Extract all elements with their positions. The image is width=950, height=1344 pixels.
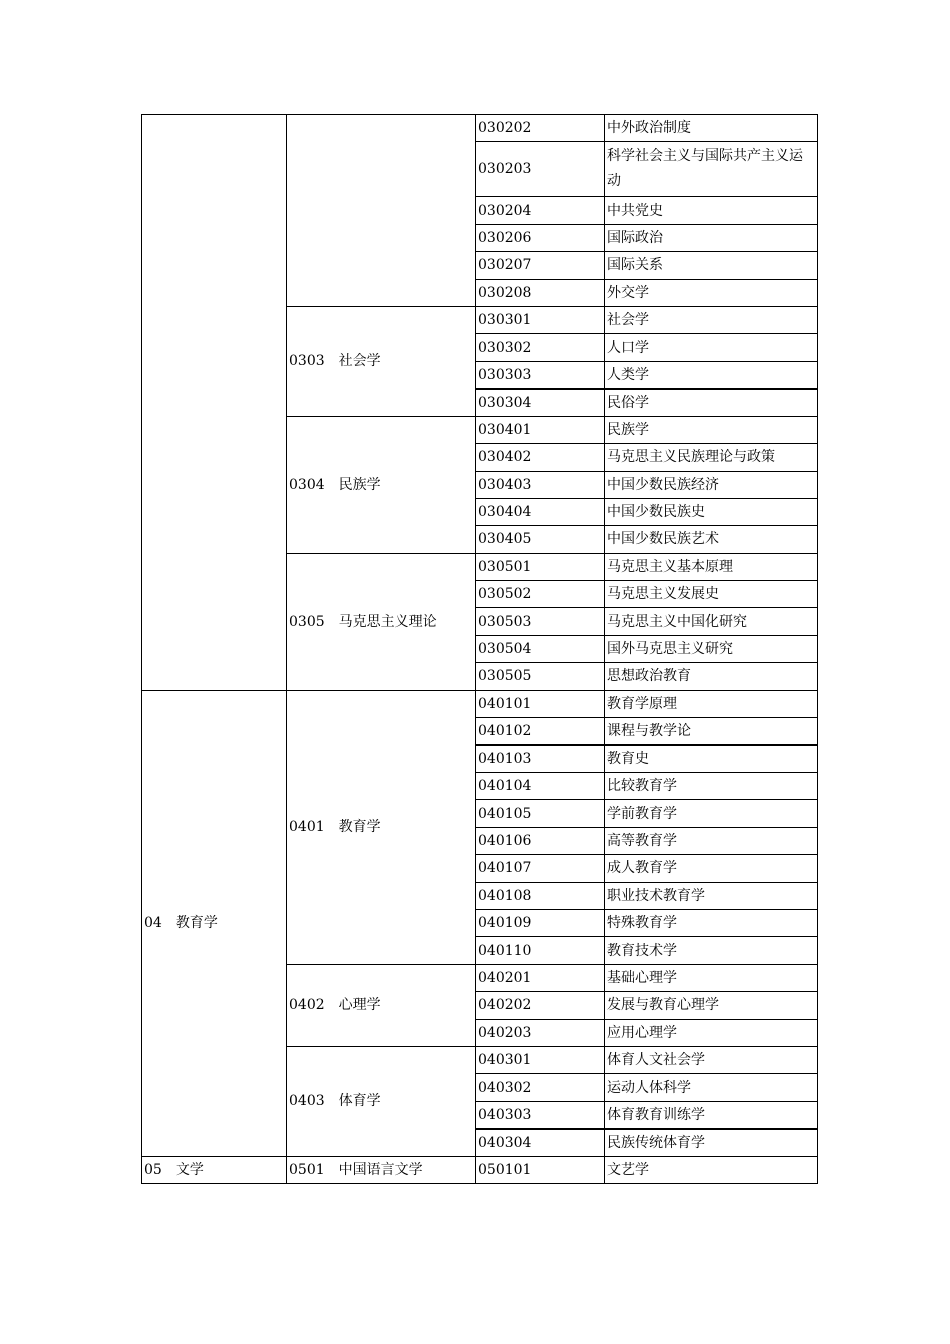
major-code: 040201	[476, 964, 605, 991]
major-code: 040105	[476, 800, 605, 827]
major-name: 外交学	[605, 279, 818, 306]
major-code: 040304	[476, 1129, 605, 1157]
major-code: 040301	[476, 1046, 605, 1073]
major-code: 040106	[476, 827, 605, 854]
major-name: 中国少数民族艺术	[605, 526, 818, 553]
major-code: 030207	[476, 252, 605, 279]
discipline-catalog-table	[141, 114, 818, 1184]
major-code: 040203	[476, 1019, 605, 1046]
major-code: 030203	[476, 142, 605, 197]
major-name: 高等教育学	[605, 827, 818, 854]
category-cell-empty	[142, 115, 287, 691]
major-code: 030402	[476, 444, 605, 471]
major-code: 030208	[476, 279, 605, 306]
major-code: 040101	[476, 690, 605, 717]
major-code: 030405	[476, 526, 605, 553]
major-name: 国际政治	[605, 224, 818, 251]
discipline-name: 社会学	[338, 353, 381, 370]
category-name: 教育学	[175, 915, 218, 932]
major-name: 特殊教育学	[605, 909, 818, 936]
major-name: 中外政治制度	[605, 115, 818, 142]
major-code: 050101	[476, 1156, 605, 1183]
major-name: 学前教育学	[605, 800, 818, 827]
major-name: 成人教育学	[605, 855, 818, 882]
major-code: 030302	[476, 334, 605, 361]
category-code: 05	[144, 1161, 162, 1178]
major-name: 人口学	[605, 334, 818, 361]
discipline-code: 0304	[289, 476, 325, 493]
major-name: 教育学原理	[605, 690, 818, 717]
table-row	[142, 1156, 818, 1183]
table-row	[142, 690, 818, 717]
discipline-cell	[287, 553, 476, 690]
major-code: 040110	[476, 937, 605, 964]
major-code: 030404	[476, 498, 605, 525]
discipline-name: 民族学	[338, 476, 381, 493]
major-name: 马克思主义中国化研究	[605, 608, 818, 635]
discipline-cell	[287, 1156, 476, 1183]
discipline-cell	[287, 964, 476, 1046]
discipline-cell	[287, 416, 476, 553]
major-code: 030303	[476, 361, 605, 389]
major-code: 040104	[476, 773, 605, 800]
category-cell	[142, 1156, 287, 1183]
major-code: 030301	[476, 306, 605, 333]
category-code: 04	[144, 915, 162, 932]
major-code: 040303	[476, 1101, 605, 1129]
discipline-cell	[287, 306, 476, 416]
major-code: 030501	[476, 553, 605, 580]
major-code: 030204	[476, 197, 605, 224]
major-name: 中国少数民族史	[605, 498, 818, 525]
discipline-name: 教育学	[338, 819, 381, 836]
major-name: 中共党史	[605, 197, 818, 224]
major-name: 国际关系	[605, 252, 818, 279]
major-code: 040202	[476, 992, 605, 1019]
major-name: 马克思主义民族理论与政策	[605, 444, 818, 471]
major-name: 职业技术教育学	[605, 882, 818, 909]
major-name: 马克思主义基本原理	[605, 553, 818, 580]
discipline-name: 中国语言文学	[338, 1161, 423, 1178]
major-code: 030504	[476, 635, 605, 662]
major-code: 030503	[476, 608, 605, 635]
major-code: 040107	[476, 855, 605, 882]
major-code: 030403	[476, 471, 605, 498]
major-name: 应用心理学	[605, 1019, 818, 1046]
major-name: 国外马克思主义研究	[605, 635, 818, 662]
discipline-code: 0501	[289, 1161, 325, 1178]
discipline-code: 0303	[289, 353, 325, 370]
major-code: 030505	[476, 663, 605, 690]
major-name: 教育史	[605, 745, 818, 773]
table-row	[142, 115, 818, 142]
major-name: 基础心理学	[605, 964, 818, 991]
major-name: 人类学	[605, 361, 818, 389]
major-name: 比较教育学	[605, 773, 818, 800]
discipline-cell	[287, 1046, 476, 1156]
major-code: 030502	[476, 581, 605, 608]
major-name: 文艺学	[605, 1156, 818, 1183]
discipline-name: 马克思主义理论	[338, 613, 437, 630]
major-name: 教育技术学	[605, 937, 818, 964]
discipline-name: 体育学	[338, 1093, 381, 1110]
major-code: 040108	[476, 882, 605, 909]
major-code: 040109	[476, 909, 605, 936]
major-code: 040103	[476, 745, 605, 773]
major-name: 思想政治教育	[605, 663, 818, 690]
major-name: 科学社会主义与国际共产主义运动	[605, 142, 818, 197]
major-code: 040302	[476, 1074, 605, 1101]
major-code: 030304	[476, 389, 605, 417]
major-name: 马克思主义发展史	[605, 581, 818, 608]
major-code: 040102	[476, 718, 605, 746]
major-code: 030401	[476, 416, 605, 443]
major-name: 民族传统体育学	[605, 1129, 818, 1157]
major-name: 发展与教育心理学	[605, 992, 818, 1019]
discipline-code: 0305	[289, 613, 325, 630]
discipline-code: 0403	[289, 1093, 325, 1110]
major-code: 030202	[476, 115, 605, 142]
discipline-cell	[287, 690, 476, 964]
discipline-code: 0402	[289, 997, 325, 1014]
major-name: 运动人体科学	[605, 1074, 818, 1101]
major-name: 课程与教学论	[605, 718, 818, 746]
category-cell	[142, 690, 287, 1156]
major-name: 民族学	[605, 416, 818, 443]
major-name: 体育人文社会学	[605, 1046, 818, 1073]
major-name: 中国少数民族经济	[605, 471, 818, 498]
major-name: 体育教育训练学	[605, 1101, 818, 1129]
discipline-code: 0401	[289, 819, 325, 836]
discipline-name: 心理学	[338, 997, 381, 1014]
major-name: 社会学	[605, 306, 818, 333]
category-name: 文学	[175, 1161, 204, 1178]
major-code: 030206	[476, 224, 605, 251]
discipline-cell-empty	[287, 115, 476, 307]
major-name: 民俗学	[605, 389, 818, 417]
